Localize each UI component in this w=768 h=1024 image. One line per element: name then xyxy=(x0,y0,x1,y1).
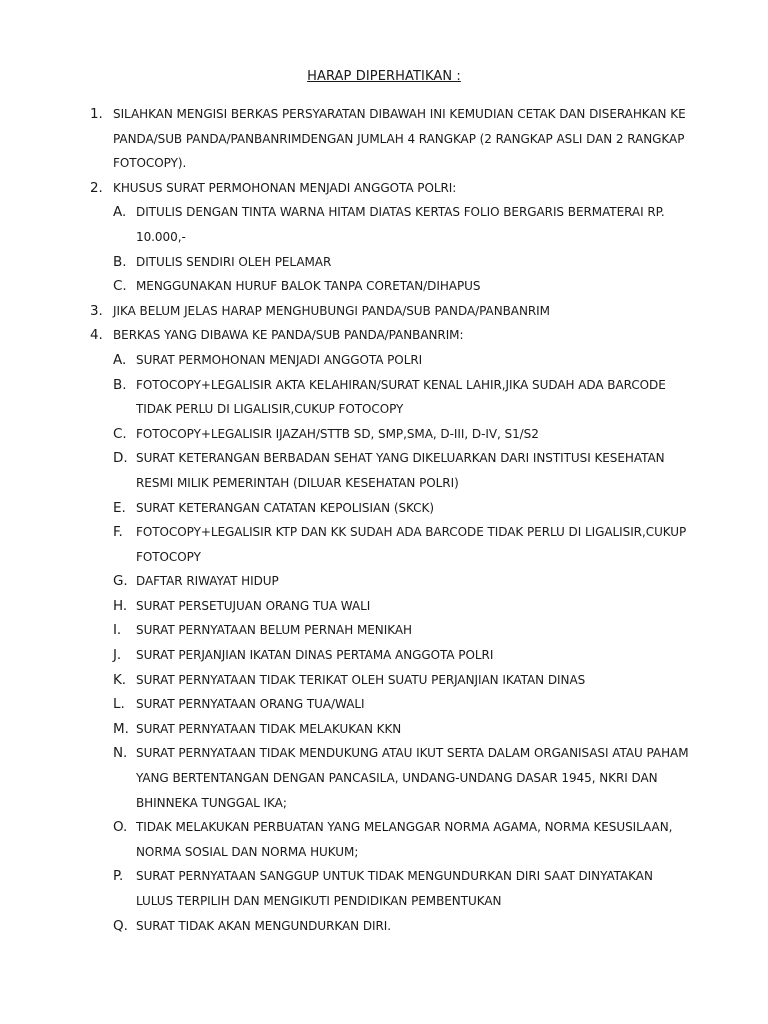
sub-list-item-letter: Q. xyxy=(113,917,128,934)
list-item-text: BERKAS YANG DIBAWA KE PANDA/SUB PANDA/PANBANRIM: xyxy=(113,328,464,343)
sub-list-item-letter: P. xyxy=(113,868,124,885)
sub-list-item-text: SURAT PERNYATAAN TIDAK TERIKAT OLEH SUATU PERJANJIAN IKATAN DINAS xyxy=(136,672,586,687)
sub-list-item-text: FOTOCOPY+LEGALISIR AKTA KELAHIRAN/SURAT KENAL LAHIR,JIKA SUDAH ADA BARCODE TIDAK PERLU DI LIGALISIR,CUKUP FOTOCOPY xyxy=(136,377,666,417)
sub-list-item-letter: A. xyxy=(113,204,127,221)
sub-list-item-text: SURAT PERNYATAAN ORANG TUA/WALI xyxy=(136,697,365,712)
sub-list-item-letter: J. xyxy=(113,647,122,664)
sub-list-item-letter: C. xyxy=(113,278,127,295)
sub-list-item xyxy=(90,594,690,619)
sub-list-item xyxy=(90,348,690,373)
sub-list-item-text: DITULIS SENDIRI OLEH PELAMAR xyxy=(136,254,332,269)
list-item-number: 3. xyxy=(90,302,103,319)
sub-list-item-text: SURAT PERJANJIAN IKATAN DINAS PERTAMA ANGGOTA POLRI xyxy=(136,648,494,663)
sub-list-item xyxy=(90,914,690,939)
sub-list-item-letter: L. xyxy=(113,696,125,713)
list-item-number: 1. xyxy=(90,106,103,122)
list-item xyxy=(90,102,690,176)
sub-list-item-text: SURAT PERNYATAAN SANGGUP UNTUK TIDAK MENGUNDURKAN DIRI SAAT DINYATAKAN LULUS TERPILIH DAN MENGIKUTI PENDIDIKAN PEMBENTUKAN xyxy=(136,869,653,908)
sub-list-item xyxy=(90,422,690,447)
sub-list-item-text: TIDAK MELAKUKAN PERBUATAN YANG MELANGGAR NORMA AGAMA, NORMA KESUSILAAN, NORMA SOSIAL DAN NORMA HUKUM; xyxy=(136,820,673,859)
list-item-text: KHUSUS SURAT PERMOHONAN MENJADI ANGGOTA POLRI: xyxy=(113,180,457,195)
sub-list-item xyxy=(90,373,690,422)
sub-list-item xyxy=(90,864,690,913)
sub-list-item xyxy=(90,668,690,693)
sub-list-item-text: SURAT PERNYATAAN TIDAK MENDUKUNG ATAU IKUT SERTA DALAM ORGANISASI ATAU PAHAM YANG BERTENTANGAN DENGAN PANCASILA, UNDANG-UNDANG DASAR 1945, NKRI DAN BHINNEKA TUNGGAL IKA; xyxy=(136,746,689,810)
sub-list-item-letter: E. xyxy=(113,499,126,516)
sub-list-item xyxy=(90,717,690,742)
sub-list-item-letter: O. xyxy=(113,819,128,836)
sub-list-item-text: SURAT PERNYATAAN BELUM PERNAH MENIKAH xyxy=(136,623,412,638)
list-item xyxy=(90,323,690,348)
sub-list-item-letter: N. xyxy=(113,745,128,762)
list-item-number: 2. xyxy=(90,179,103,196)
sub-list-item-letter: M. xyxy=(113,720,129,737)
sub-list-item xyxy=(90,741,690,815)
sub-list-item-letter: K. xyxy=(113,671,127,688)
sub-list-item-text: FOTOCOPY+LEGALISIR IJAZAH/STTB SD, SMP,SMA, D-III, D-IV, S1/S2 xyxy=(136,426,539,441)
sub-list-item-text: DITULIS DENGAN TINTA WARNA HITAM DIATAS KERTAS FOLIO BERGARIS BERMATERAI RP. 10.000,- xyxy=(136,205,665,244)
list-item-number: 4. xyxy=(90,327,103,344)
list-item-text: SILAHKAN MENGISI BERKAS PERSYARATAN DIBAWAH INI KEMUDIAN CETAK DAN DISERAHKAN KE PANDA/SUB PANDA/PANBANRIMDENGAN JUMLAH 4 RANGKAP (2 RANGKAP ASLI DAN 2 RANGKAP FOTOCOPY). xyxy=(113,107,686,171)
sub-list-item-letter: I. xyxy=(113,622,122,639)
sub-list-item-text: SURAT PERMOHONAN MENJADI ANGGOTA POLRI xyxy=(136,352,423,367)
sub-list-item-letter: G. xyxy=(113,573,128,590)
sub-list-item-letter: A. xyxy=(113,351,127,368)
sub-list-item-text: SURAT PERNYATAAN TIDAK MELAKUKAN KKN xyxy=(136,721,402,736)
sub-list-item-letter: B. xyxy=(113,253,127,270)
sub-list-item-text: DAFTAR RIWAYAT HIDUP xyxy=(136,574,279,589)
sub-list-item-text: SURAT TIDAK AKAN MENGUNDURKAN DIRI. xyxy=(136,918,392,933)
sub-list-item-letter: F. xyxy=(113,524,123,541)
sub-list-item xyxy=(90,643,690,668)
sub-list-item xyxy=(90,446,690,495)
sub-list-item-letter: H. xyxy=(113,597,128,614)
requirements-list xyxy=(90,102,690,938)
sub-list-item-letter: B. xyxy=(113,376,127,393)
sub-list-item-text: SURAT KETERANGAN BERBADAN SEHAT YANG DIKELUARKAN DARI INSTITUSI KESEHATAN RESMI MILIK PEMERINTAH (DILUAR KESEHATAN POLRI) xyxy=(136,451,665,490)
list-item-text: JIKA BELUM JELAS HARAP MENGHUBUNGI PANDA/SUB PANDA/PANBANRIM xyxy=(113,303,550,318)
sub-list-item xyxy=(90,569,690,594)
sub-list-item xyxy=(90,250,690,275)
sub-list-item-text: SURAT KETERANGAN CATATAN KEPOLISIAN (SKCK) xyxy=(136,500,434,515)
sub-list-item-text: MENGGUNAKAN HURUF BALOK TANPA CORETAN/DIHAPUS xyxy=(136,279,481,294)
sub-list-item xyxy=(90,200,690,249)
sub-list-item xyxy=(90,496,690,521)
sub-list-item xyxy=(90,692,690,717)
sub-list-item xyxy=(90,520,690,569)
sub-list-item-text: SURAT PERSETUJUAN ORANG TUA WALI xyxy=(136,598,371,613)
sub-list-item-letter: D. xyxy=(113,450,128,467)
list-item xyxy=(90,176,690,201)
sub-list-item-letter: C. xyxy=(113,425,127,442)
document-title: HARAP DIPERHATIKAN : xyxy=(307,69,461,84)
sub-list-item-text: FOTOCOPY+LEGALISIR KTP DAN KK SUDAH ADA BARCODE TIDAK PERLU DI LIGALISIR,CUKUP FOTOCOPY xyxy=(136,525,687,564)
sub-list-item xyxy=(90,618,690,643)
list-item xyxy=(90,299,690,324)
sub-list-item xyxy=(90,274,690,299)
sub-list-item xyxy=(90,815,690,864)
